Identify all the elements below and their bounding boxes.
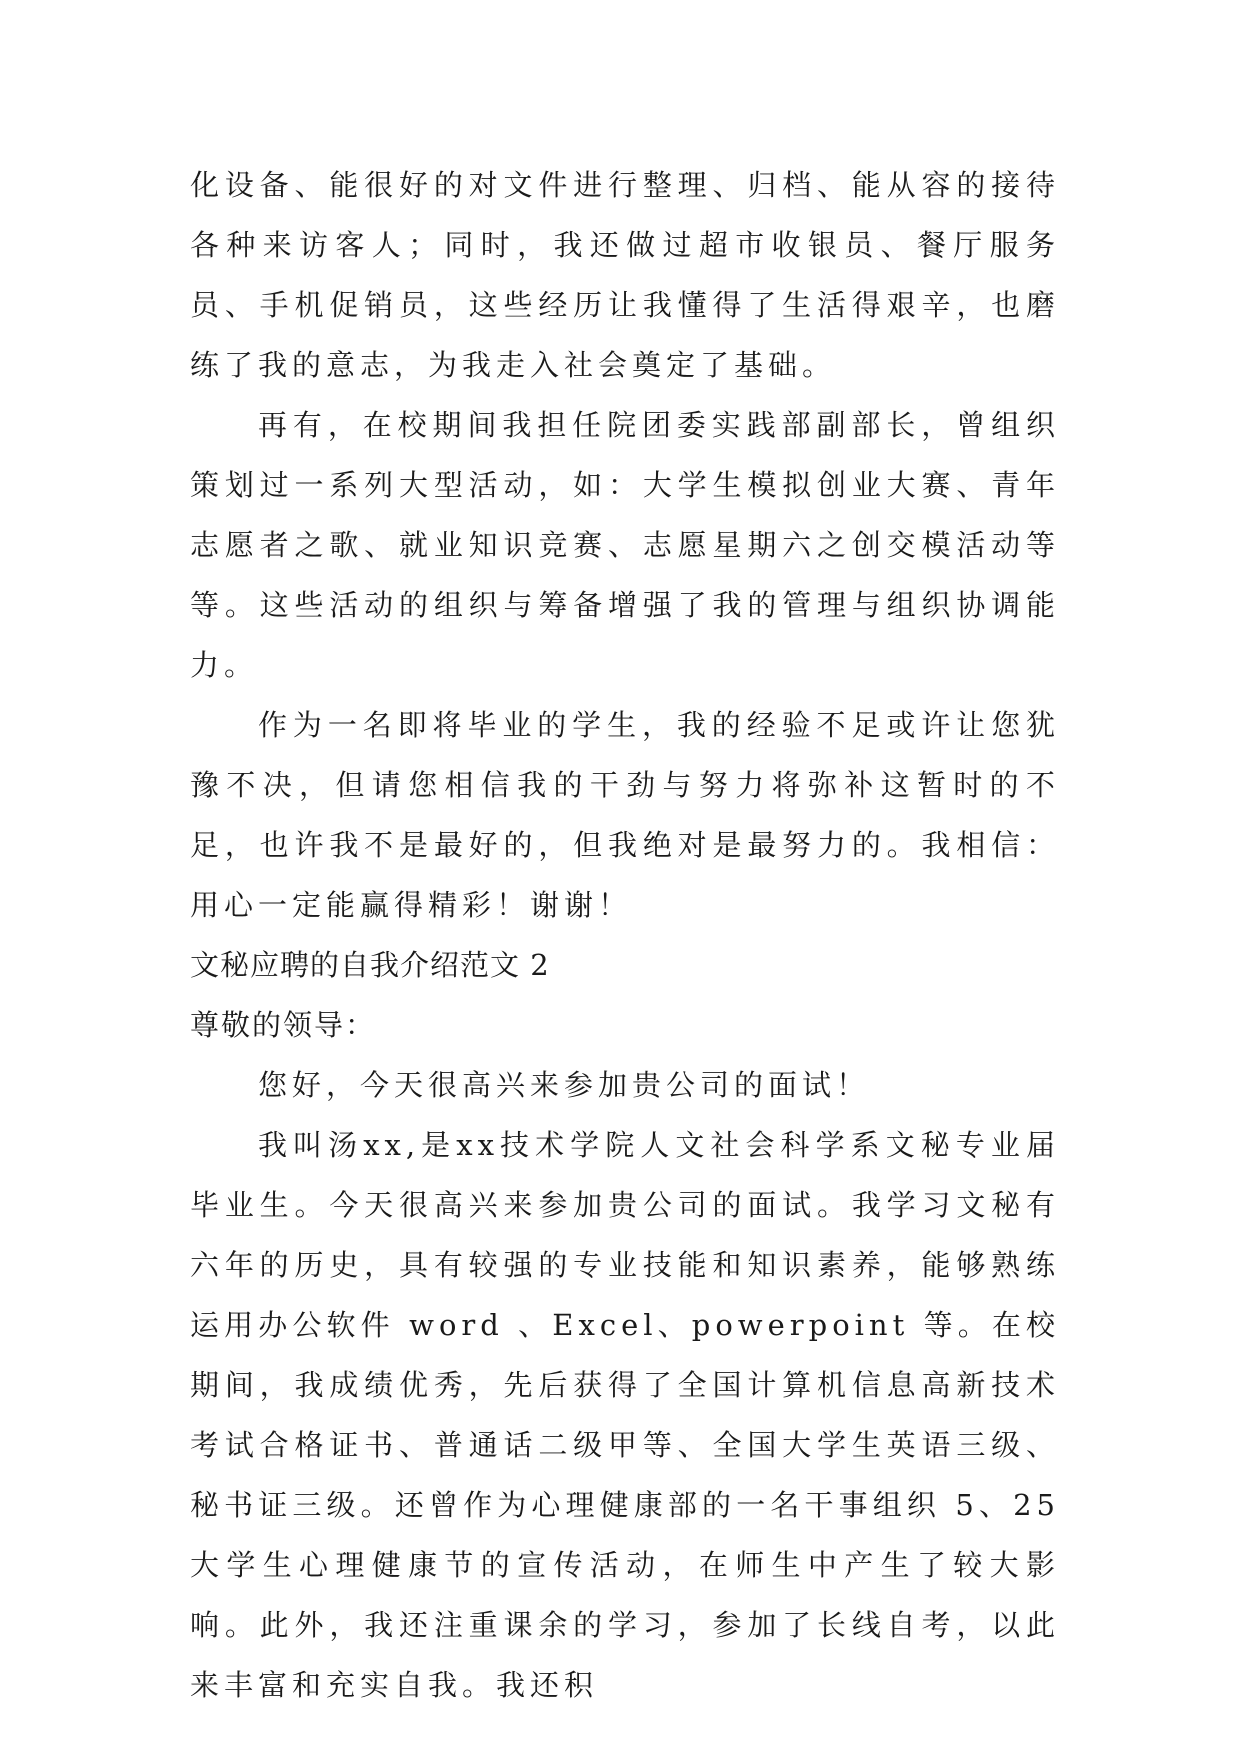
paragraph-campus-activities: 再有，在校期间我担任院团委实践部副部长，曾组织策划过一系列大型活动，如：大学生模拟创业大赛、青年志愿者之歌、就业知识竞赛、志愿星期六之创交模活动等等。这些活动的组织与筹备增强了我的管理与组织协调能力。: [190, 408, 1060, 682]
salutation: 尊敬的领导：: [190, 1008, 377, 1042]
section-title: 文秘应聘的自我介绍范文 2: [190, 948, 550, 982]
document-body: [190, 155, 1060, 1715]
paragraph-self-introduction: 我叫汤xx,是xx技术学院人文社会科学系文秘专业届毕业生。今天很高兴来参加贵公司的面试。我学习文秘有六年的历史，具有较强的专业技能和知识素养，能够熟练运用办公软件 word 、Excel、powerpoint 等。在校期间，我成绩优秀，先后获得了全国计算机信息高新技术考试合格证书、普通话二级甲等、全国大学生英语三级、秘书证三级。还曾作为心理健康部的一名干事组织 5、25 大学生心理健康节的宣传活动，在师生中产生了较大影响。此外，我还注重课余的学习，参加了长线自考，以此来丰富和充实自我。我还积: [190, 1128, 1060, 1702]
paragraph-continuation: 化设备、能很好的对文件进行整理、归档、能从容的接待各种来访客人；同时，我还做过超市收银员、餐厅服务员、手机促销员，这些经历让我懂得了生活得艰辛，也磨练了我的意志，为我走入社会奠定了基础。: [190, 168, 1060, 382]
paragraph-closing: 作为一名即将毕业的学生，我的经验不足或许让您犹豫不决，但请您相信我的干劲与努力将弥补这暂时的不足，也许我不是最好的，但我绝对是最努力的。我相信：用心一定能赢得精彩！谢谢！: [190, 708, 1060, 922]
greeting: 您好，今天很高兴来参加贵公司的面试！: [258, 1068, 871, 1102]
